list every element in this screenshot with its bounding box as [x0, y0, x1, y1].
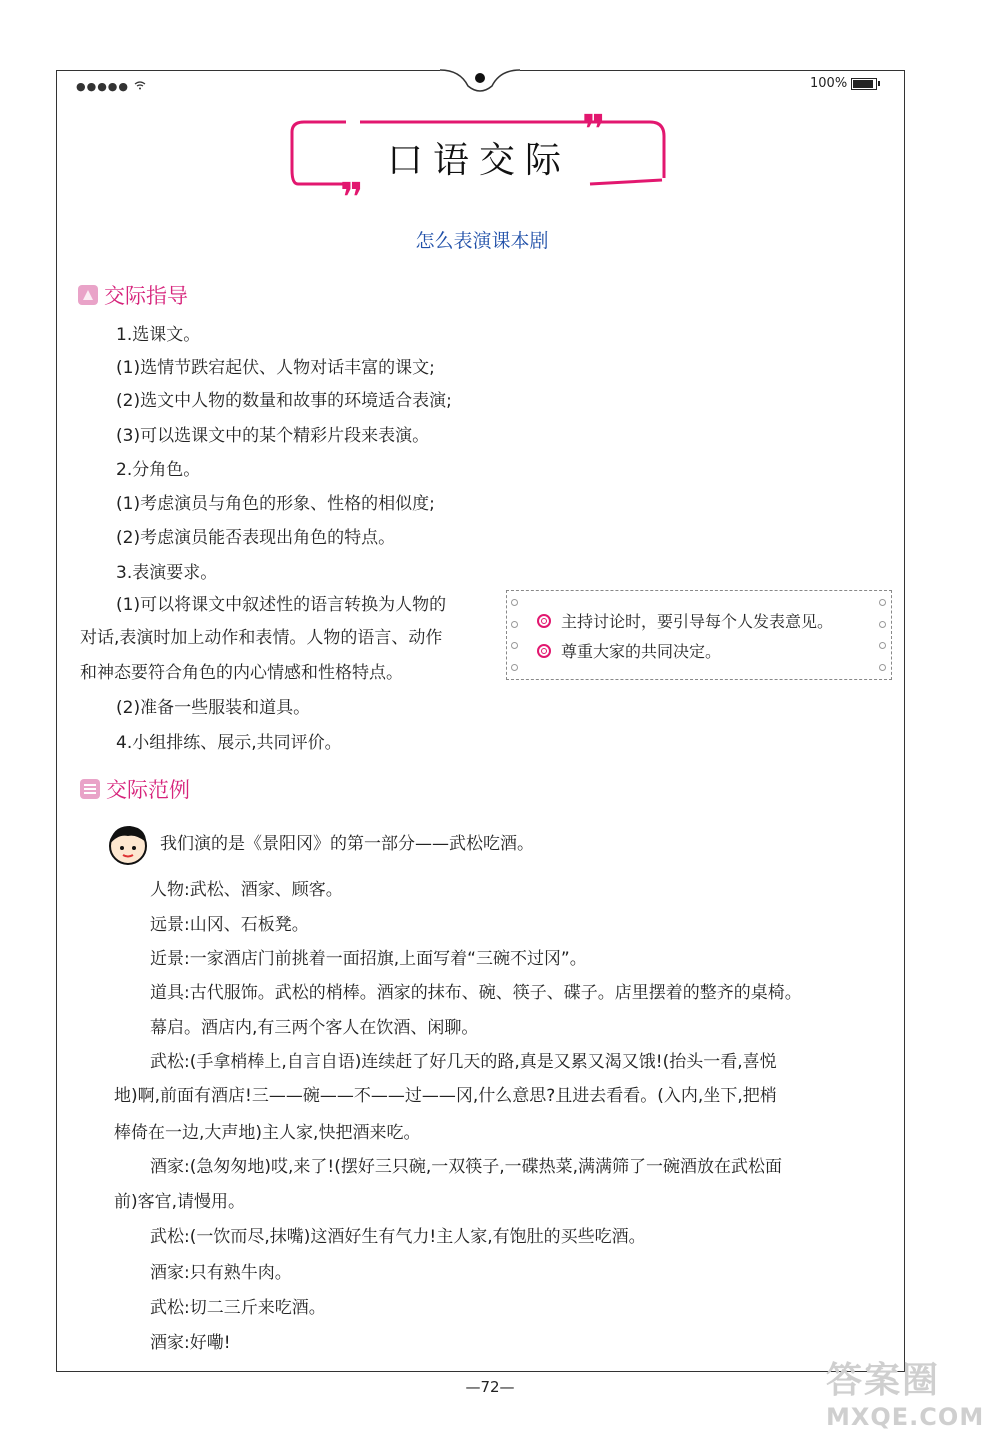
- tip-text: 主持讨论时，要引导每个人发表意见。: [561, 612, 834, 631]
- tip-text: 尊重大家的共同决定。: [561, 642, 722, 661]
- quote-close-icon: ❞: [582, 107, 606, 153]
- battery-label: 100%: [810, 76, 848, 91]
- watermark-bottom: MXQE.COM: [826, 1403, 985, 1431]
- tip-item: [537, 639, 721, 662]
- guide-line: 3.表演要求。: [116, 563, 218, 583]
- binder-holes-right: [879, 599, 887, 671]
- compass-icon: [78, 285, 98, 305]
- example-line: 前)客官,请慢用。: [114, 1192, 246, 1212]
- guide-line: (2)选文中人物的数量和故事的环境适合表演;: [116, 391, 452, 411]
- example-line: 近景:一家酒店门前挑着一面招旗,上面写着“三碗不过冈”。: [150, 949, 587, 969]
- battery-status: [810, 76, 877, 91]
- example-line: 远景:山冈、石板凳。: [150, 915, 309, 935]
- guide-line: 对话,表演时加上动作和表情。人物的语言、动作: [80, 628, 443, 648]
- example-line: 武松:切二三斤来吃酒。: [150, 1298, 326, 1318]
- example-line: 幕启。酒店内,有三两个客人在饮酒、闲聊。: [150, 1018, 479, 1038]
- signal-dots: ●●●●●: [76, 80, 134, 93]
- example-line: 武松:(一饮而尽,抹嘴)这酒好生有气力!主人家,有饱肚的买些吃酒。: [150, 1227, 646, 1247]
- guide-line: (1)选情节跌宕起伏、人物对话丰富的课文;: [116, 358, 435, 378]
- bullet-ring-icon: [537, 614, 551, 628]
- book-icon: [80, 779, 100, 799]
- example-line: 道具:古代服饰。武松的梢棒。酒家的抹布、碗、筷子、碟子。店里摆着的整齐的桌椅。: [150, 983, 802, 1003]
- section-example-heading: [80, 774, 190, 804]
- page-number: —72—: [465, 1378, 515, 1396]
- guide-line: 2.分角色。: [116, 460, 201, 480]
- page-title: 口语交际: [386, 140, 571, 181]
- example-intro: 我们演的是《景阳冈》的第一部分——武松吃酒。: [160, 834, 534, 854]
- signal-indicator: [76, 80, 146, 93]
- example-line: 武松:(手拿梢棒上,自言自语)连续赶了好几天的路,真是又累又渴又饿!(抬头一看,喜悦: [150, 1052, 777, 1072]
- guide-line: (2)准备一些服装和道具。: [116, 698, 311, 718]
- bullet-ring-icon: [537, 644, 551, 658]
- guide-line: 和神态要符合角色的内心情感和性格特点。: [80, 663, 403, 683]
- section-example-title: 交际范例: [106, 778, 190, 802]
- battery-level: [853, 80, 873, 88]
- section-guide-heading: [78, 280, 188, 310]
- battery-icon: [851, 78, 877, 90]
- student-avatar-icon: [106, 822, 150, 866]
- guide-line: (2)考虑演员能否表现出角色的特点。: [116, 528, 396, 548]
- quote-open-icon: ❞: [340, 175, 364, 221]
- example-line: 棒倚在一边,大声地)主人家,快把酒来吃。: [114, 1123, 421, 1143]
- watermark: [826, 1352, 996, 1430]
- tip-item: [537, 609, 833, 632]
- example-line: 酒家:好嘞!: [150, 1333, 231, 1353]
- example-line: 地)啊,前面有酒店!三——碗——不——过——冈,什么意思?且进去看看。(入内,坐下,把梢: [114, 1086, 777, 1106]
- example-line: 酒家:只有熟牛肉。: [150, 1263, 292, 1283]
- guide-line: 1.选课文。: [116, 325, 201, 345]
- watermark-top: 答案圈: [826, 1360, 941, 1401]
- guide-line: (1)可以将课文中叙述性的语言转换为人物的: [116, 595, 447, 615]
- example-line: 酒家:(急匆匆地)哎,来了!(摆好三只碗,一双筷子,一碟热菜,满满筛了一碗酒放在武松面: [150, 1157, 783, 1177]
- guide-line: (1)考虑演员与角色的形象、性格的相似度;: [116, 494, 435, 514]
- tip-note: [506, 590, 892, 680]
- example-line: 人物:武松、酒家、顾客。: [150, 880, 343, 900]
- binder-holes-left: [511, 599, 519, 671]
- wifi-icon: [134, 80, 146, 93]
- page-subtitle: 怎么表演课本剧: [415, 230, 549, 252]
- guide-line: 4.小组排练、展示,共同评价。: [116, 733, 342, 753]
- guide-line: (3)可以选课文中的某个精彩片段来表演。: [116, 426, 430, 446]
- section-guide-title: 交际指导: [104, 284, 188, 308]
- tablet-notch: [440, 64, 520, 96]
